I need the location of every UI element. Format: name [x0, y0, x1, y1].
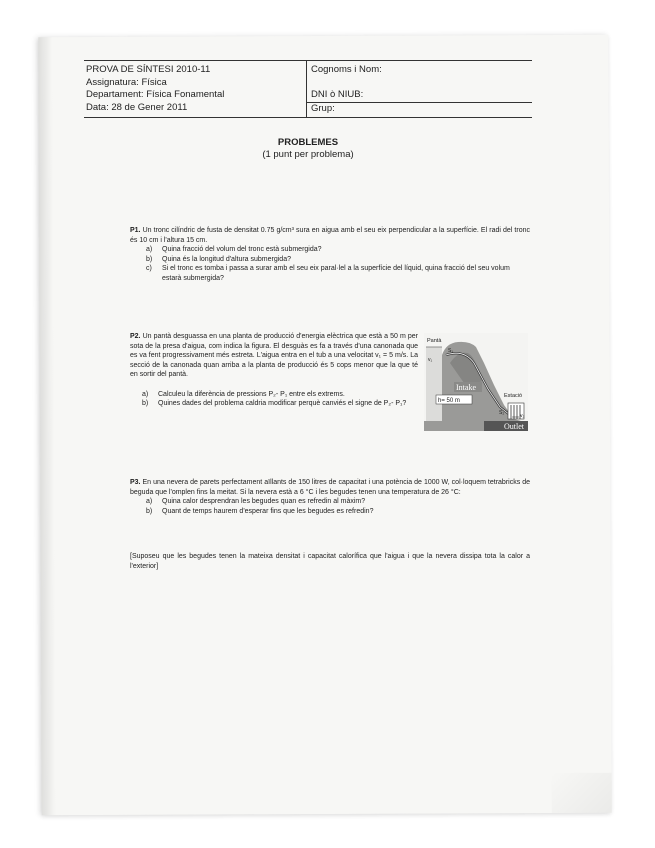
v1-label: v₁	[428, 357, 433, 363]
problem-2-statement	[130, 332, 418, 380]
list-item: a) Quina fracció del volum del tronc està submergida?	[146, 246, 322, 253]
list-item: b) Quina és la longitud d'altura submergida?	[146, 255, 291, 263]
group-field-label: Grup:	[307, 102, 532, 116]
list-item: a) Calculeu la diferència de pressions P₂- P₁ entre els extrems.	[142, 390, 345, 398]
list-item: b) Quines dades del problema caldria modificar perquè canviés el signe de P₂- P₁?	[142, 400, 407, 407]
list-item: a) Quina calor desprendran les begudes quan es refredin al màxim?	[146, 498, 366, 505]
section-heading: PROBLEMES	[277, 137, 339, 148]
problem-1-number: P1.	[130, 227, 141, 234]
problem-1	[130, 226, 530, 283]
date-line: Data: 28 de Gener 2011	[86, 101, 188, 113]
section-subheading: (1 punt per problema)	[262, 149, 354, 160]
exam-info	[84, 61, 307, 117]
problem-1-statement	[130, 226, 530, 245]
dni-field-label: DNI ò NIUB:	[311, 89, 364, 100]
problem-3-note: [Suposeu que les begudes tenen la mateixa densitat i capacitat calorífica que l'aigua i que la nevera dissipa tota la calor a l'exterior]	[130, 553, 530, 570]
problem-3-statement	[130, 478, 530, 497]
s2-label: S₂	[499, 410, 505, 416]
problem-2-text: Un pantà desguassa en una planta de producció d'energia elèctrica que està a 50 m per sota de la presa d'aigua, com indica la figura. El desguàs es fa a través d'una canonada que es va fent progressivament més estreta. L'aigua entra en el tub a una velocitat v₁ = 5 m/s. La secció de la canonada quan arriba a la planta de producció és 5 cops menor que la que té en sortir del pantà.	[130, 333, 419, 378]
department-line: Departament: Física Fonamental	[86, 89, 225, 100]
intake-label: Intake	[456, 383, 476, 392]
panta-label: Pantà	[427, 338, 442, 344]
list-item: c) Si el tronc es tomba i passa a surar amb el seu eix paral·lel a la superfície del líquid, quina fracció del seu volum estarà submergida?	[146, 265, 510, 282]
height-label: h= 50 m	[438, 398, 460, 404]
s1-label: S₁	[448, 348, 454, 354]
problem-2-number: P2.	[130, 333, 141, 340]
problem-2-questions	[130, 390, 418, 409]
dam-figure	[424, 333, 528, 431]
list-item: b) Quant de temps haurem d'esperar fins que les begudes es refredin?	[146, 507, 374, 515]
problem-3-questions	[130, 497, 530, 516]
problem-3-number: P3.	[130, 479, 141, 486]
exam-title: PROVA DE SÍNTESI 2010-11	[86, 64, 211, 75]
section-title	[84, 137, 532, 161]
problem-1-text: Un tronc cilíndric de fusta de densitat 0.75 g/cm³ sura en aigua amb el seu eix perpendicular a la superfície. El radi del tronc és 10 cm i l'altura 15 cm.	[130, 227, 530, 244]
estacio-label: Estació	[504, 393, 523, 399]
student-info	[307, 61, 532, 117]
problem-2	[130, 332, 418, 409]
problem-3	[130, 478, 530, 516]
outlet-label: Outlet	[504, 422, 524, 431]
v2-label: v₂	[520, 413, 525, 419]
exam-header	[84, 60, 532, 118]
name-field-label: Cognoms i Nom:	[311, 64, 382, 75]
problem-3-text: En una nevera de parets perfectament aïllants de 150 litres de capacitat i una potència de 1000 W, col·loquem tetrabricks de beguda que l'omplen fins la meitat. Si la nevera està a 6 °C i les begudes tenen una temperatura de 26 °C:	[130, 479, 530, 496]
subject-line: Assignatura: Física	[86, 76, 167, 88]
problem-1-questions	[130, 245, 530, 283]
